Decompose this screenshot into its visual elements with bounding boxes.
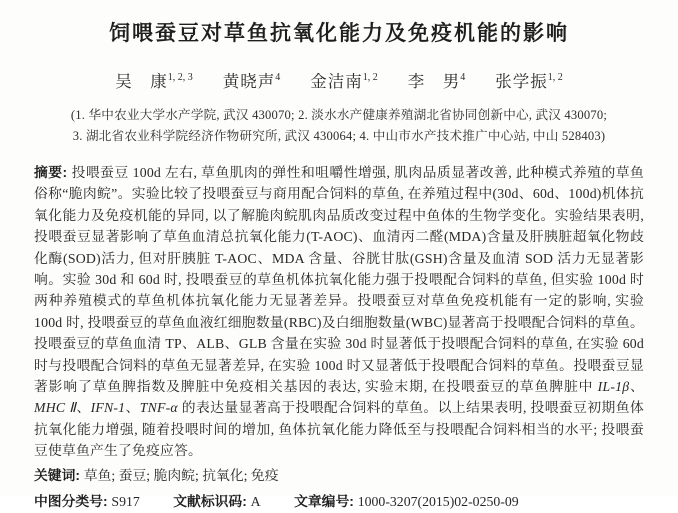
clc-number [34,494,140,509]
paper-title: 饲喂蚕豆对草鱼抗氧化能力及免疫机能的影响 [109,22,569,45]
author-name: 张学振 [495,72,548,91]
clc-value: S917 [111,493,140,509]
author-affiliation-sup: 1, 2 [362,71,378,83]
article-meta [34,491,644,513]
author [115,68,193,92]
keywords-label: 关键词: [34,467,84,483]
article-id [294,494,519,509]
author-line [0,68,678,92]
document-code [173,494,260,509]
keywords [34,465,644,487]
keywords-value: 草鱼; 蚕豆; 脆肉鲩; 抗氧化; 免疫 [83,467,279,483]
author-affiliation-sup: 1, 2, 3 [167,71,193,83]
abstract [34,162,644,462]
abstract-label: 摘要: [34,165,72,180]
affiliation-line: (1. 华中农业大学水产学院, 武汉 430070; 2. 淡水水产健康养殖湖北省协同创新中心, 武汉 430070; [70,108,608,122]
article-id-value: 1000-3207(2015)02-0250-09 [357,493,519,509]
affiliation-line: 3. 湖北省农业科学院经济作物研究所, 武汉 430064; 4. 中山市水产技术推广中心站, 中山 528403) [72,129,606,143]
document-code-label: 文献标识码: [173,493,251,509]
author-affiliation-sup: 1, 2 [547,71,563,83]
author-name: 金洁南 [310,72,363,91]
affiliations [0,105,678,147]
clc-label: 中图分类号: [34,493,112,509]
author-affiliation-sup: 4 [275,71,281,83]
article-id-label: 文章编号: [294,493,358,509]
author [408,68,466,92]
author [223,68,281,92]
document-code-value: A [250,493,261,509]
author-affiliation-sup: 4 [460,71,466,83]
author [495,68,563,92]
author-name: 李 男 [407,72,461,91]
author [310,68,378,92]
abstract-text: 投喂蚕豆 100d 左右, 草鱼肌肉的弹性和咀嚼性增强, 肌肉品质显著改善, 此种模式养殖的草鱼俗称“脆肉鲩”。实验比较了投喂蚕豆与商用配合饲料的草鱼, 在养殖过程中(30d、60d、100d)机体抗氧化能力及免疫机能的异同, 以了解脆肉鲩肌肉品质改变过程中鱼体的生物学变化。实验结果表明, 投喂蚕豆显著影响了草鱼血清总抗氧化能力(T-AOC)、血清丙二醛(MDA)含量及肝胰脏超氧化物歧化酶(SOD)活力, 但对肝胰脏 T-AOC、MDA 含量、谷胱甘肽(GSH)含量及血清 SOD 活力无显著影响。实验 30d 和 60d 时, 投喂蚕豆的草鱼机体抗氧化能力强于投喂配合饲料的草鱼, 但实验 100d 时两种养殖模式的草鱼机体抗氧化能力无显著差异。投喂蚕豆对草鱼免疫机能有一定的影响, 实验 100d 时, 投喂蚕豆的草鱼血液红细胞数量(RBC)及白细胞数量(WBC)显著高于投喂配合饲料的草鱼。投喂蚕豆的草鱼血清 TP、ALB、GLB 含量在实验 30d 时显著低于投喂配合饲料的草鱼, 在实验 60d 时与投喂配合饲料的草鱼无显著差异, 在实验 100d 时又显著低于投喂配合饲料的草鱼。投喂蚕豆显著影响了草鱼脾指数及脾脏中免疫相关基因的表达, 实验末期, 在投喂蚕豆的草鱼脾脏中 IL-1β、MHC Ⅱ、IFN-1、TNF-α 的表达量显著高于投喂配合饲料的草鱼。以上结果表明, 投喂蚕豆初期鱼体抗氧化能力增强, 随着投喂时间的增加, 鱼体抗氧化能力降低至与投喂配合饲料相当的水平; 投喂蚕豆使草鱼产生了免疫应答。 [34,165,644,459]
author-name: 黄晓声 [222,72,276,91]
author-name: 吴 康 [115,72,168,91]
